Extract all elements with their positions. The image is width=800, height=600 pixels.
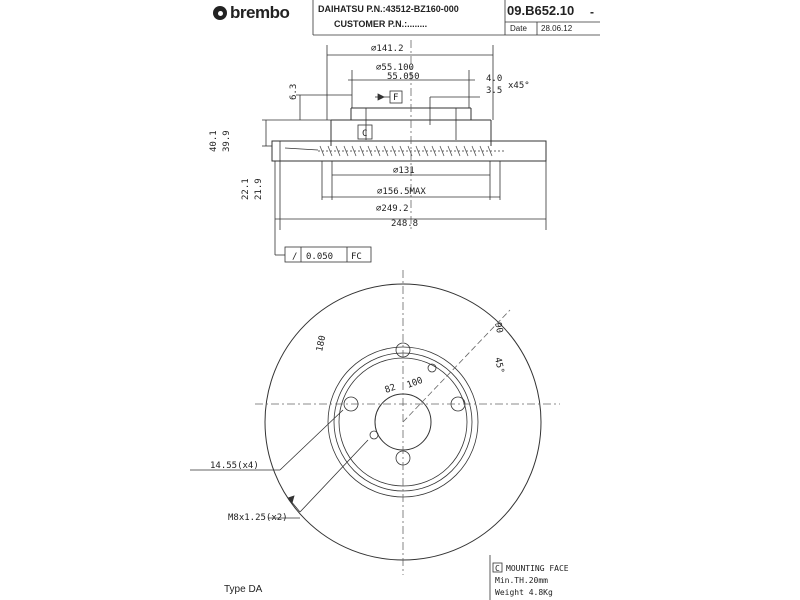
- type-label: Type DA: [224, 584, 263, 595]
- pilot-bore-max-text: ∅55.100: [376, 63, 414, 73]
- pilot-bore-min-text: 55.050: [387, 72, 420, 82]
- chamfer-angle-text: x45°: [508, 81, 530, 91]
- front-view: [190, 270, 560, 575]
- min-thickness-text: Min.TH.20mm: [495, 576, 548, 585]
- angle-45-text: 45°: [492, 356, 506, 375]
- outer-diameter-max-text: ∅249.2: [376, 204, 409, 214]
- chamfer-a-text: 4.0: [486, 74, 503, 84]
- hat-height-text: 6.3: [289, 83, 299, 100]
- overall-height-max-text: 40.1: [209, 130, 219, 152]
- angle-180-text: 180: [315, 334, 329, 353]
- datum-f-text: F: [393, 93, 399, 103]
- chamfer-b-text: 3.5: [486, 86, 503, 96]
- weight-text: Weight 4.8Kg: [495, 588, 553, 597]
- outer-diameter-min-text: 248.8: [391, 219, 419, 229]
- mounting-face-text: MOUNTING FACE: [506, 564, 569, 573]
- bore-82-text: 82: [383, 382, 398, 396]
- date-label: Date: [510, 24, 527, 33]
- friction-diameter-text: ∅156.5MAX: [377, 187, 426, 197]
- runout-value-text: 0.050: [306, 252, 334, 262]
- customer-part-number: CUSTOMER P.N.:........: [334, 19, 428, 29]
- mounting-face-symbol: C: [495, 564, 500, 573]
- thickness-max-text: 22.1: [241, 178, 251, 200]
- stud-holes-text: 14.55(x4): [210, 461, 259, 471]
- oem-part-number: DAIHATSU P.N.:43512-BZ160-000: [318, 4, 459, 14]
- part-number-dash: -: [590, 5, 594, 19]
- angle-90-text: 90: [492, 321, 505, 335]
- title-block-frame: [313, 0, 600, 35]
- date-value: 28.06.12: [541, 24, 573, 33]
- inner-diameter-text: ∅131: [393, 166, 415, 176]
- overall-height-min-text: 39.9: [222, 130, 232, 152]
- datum-c-text: C: [362, 129, 368, 139]
- pcd-100-text: 100: [405, 375, 425, 391]
- thread-holes-text: M8x1.25(x2): [228, 513, 288, 523]
- runout-datum-text: FC: [351, 252, 362, 262]
- part-number: 09.B652.10: [507, 3, 575, 18]
- hat-diameter-text: ∅141.2: [371, 44, 404, 54]
- brand-name: brembo: [230, 3, 290, 22]
- thickness-min-text: 21.9: [254, 178, 264, 200]
- runout-symbol-text: /: [292, 252, 298, 262]
